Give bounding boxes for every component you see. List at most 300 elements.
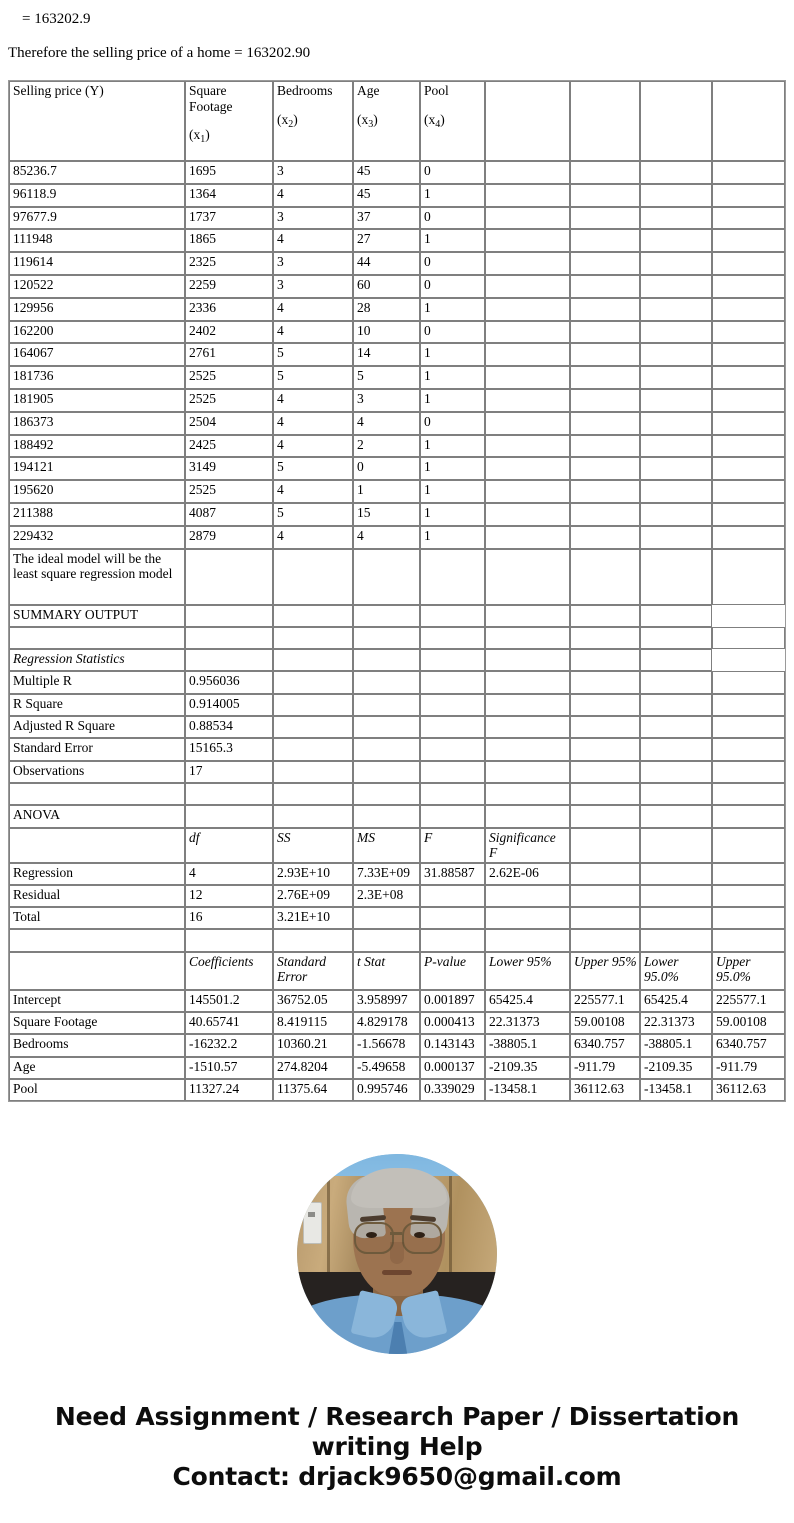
table-cell: Square Footage $(x_1)$: [185, 81, 273, 161]
table-cell-empty: [570, 321, 640, 344]
table-cell: 4: [185, 863, 273, 885]
table-cell-empty: [9, 783, 185, 805]
table-cell-empty: [273, 671, 353, 693]
regression-statistic-row: [9, 761, 785, 783]
table-cell: 85236.7: [9, 161, 185, 184]
table-cell: 22.31373: [640, 1012, 712, 1034]
table-cell: 2259: [185, 275, 273, 298]
regression-statistic-row: [9, 716, 785, 738]
data-row: [9, 480, 785, 503]
table-cell-empty: [420, 907, 485, 929]
table-cell-empty: [712, 229, 785, 252]
table-cell: F: [420, 828, 485, 863]
table-cell-empty: [570, 605, 640, 627]
table-cell-empty: [485, 161, 570, 184]
table-cell-empty: [712, 81, 785, 161]
table-cell: 2.3E+08: [353, 885, 420, 907]
table-cell: 0: [420, 252, 485, 275]
table-cell: 1: [420, 298, 485, 321]
table-cell: -13458.1: [485, 1079, 570, 1101]
table-cell: 16: [185, 907, 273, 929]
table-cell-empty: [640, 321, 712, 344]
table-cell-empty: [640, 716, 712, 738]
table-cell: 96118.9: [9, 184, 185, 207]
table-cell-empty: [712, 828, 785, 863]
table-cell-empty: [712, 929, 785, 951]
table-cell-empty: [712, 184, 785, 207]
table-cell: 274.8204: [273, 1057, 353, 1079]
table-cell: 229432: [9, 526, 185, 549]
table-cell-empty: [353, 783, 420, 805]
table-cell-empty: [712, 863, 785, 885]
table-cell: Pool: [9, 1079, 185, 1101]
table-cell: 2879: [185, 526, 273, 549]
table-cell: 1: [420, 343, 485, 366]
table-cell: Bedrooms $(x_2)$: [273, 81, 353, 161]
table-cell: Adjusted R Square: [9, 716, 185, 738]
table-cell-empty: [420, 783, 485, 805]
table-cell: 2.93E+10: [273, 863, 353, 885]
table-cell: -2109.35: [485, 1057, 570, 1079]
table-cell-empty: [570, 863, 640, 885]
table-cell-empty: [570, 885, 640, 907]
table-cell: 164067: [9, 343, 185, 366]
table-cell-empty: [570, 805, 640, 827]
table-cell-empty: [712, 738, 785, 760]
table-cell: ANOVA: [9, 805, 185, 827]
table-cell: Coefficients: [185, 952, 273, 990]
table-cell: 1865: [185, 229, 273, 252]
table-cell-empty: [712, 252, 785, 275]
table-cell: P-value: [420, 952, 485, 990]
table-cell-empty: [570, 761, 640, 783]
table-cell: 2.62E-06: [485, 863, 570, 885]
table-cell: 2525: [185, 480, 273, 503]
table-cell-empty: [570, 298, 640, 321]
computed-value-line: = 163202.9: [22, 11, 91, 27]
photo-wall-switch: [303, 1202, 322, 1244]
table-cell: 162200: [9, 321, 185, 344]
table-cell-empty: [353, 549, 420, 605]
avatar: [297, 1154, 497, 1354]
table-cell-empty: [570, 907, 640, 929]
data-row: [9, 343, 785, 366]
table-cell-empty: [712, 412, 785, 435]
table-cell: 225577.1: [570, 990, 640, 1012]
table-cell-empty: [485, 435, 570, 458]
table-cell: -5.49658: [353, 1057, 420, 1079]
table-cell: 15: [353, 503, 420, 526]
table-cell-empty: [485, 761, 570, 783]
table-cell: 3: [273, 275, 353, 298]
table-cell: 120522: [9, 275, 185, 298]
table-cell-empty: [640, 671, 712, 693]
table-cell: 4: [353, 412, 420, 435]
table-cell-empty: [185, 649, 273, 671]
cta-line-3: Contact: drjack9650@gmail.com: [172, 1462, 622, 1491]
table-cell: 8.419115: [273, 1012, 353, 1034]
table-cell: 194121: [9, 457, 185, 480]
table-cell: 37: [353, 207, 420, 230]
table-cell: 0.143143: [420, 1034, 485, 1056]
table-cell: Intercept: [9, 990, 185, 1012]
table-cell: 195620: [9, 480, 185, 503]
data-row: [9, 457, 785, 480]
table-cell-empty: [640, 649, 712, 671]
table-cell: 1: [420, 526, 485, 549]
table-cell: 1: [420, 229, 485, 252]
table-cell-empty: [712, 480, 785, 503]
table-cell: Significance F: [485, 828, 570, 863]
table-cell-empty: [353, 627, 420, 649]
table-cell: 45: [353, 161, 420, 184]
table-cell: 5: [273, 343, 353, 366]
photo-wall-seam-right: [449, 1176, 452, 1284]
table-cell: 188492: [9, 435, 185, 458]
table-cell-empty: [570, 229, 640, 252]
table-cell-empty: [485, 671, 570, 693]
table-cell-empty: [640, 503, 712, 526]
table-cell-empty: [712, 389, 785, 412]
table-cell: 4: [273, 389, 353, 412]
table-cell: 2325: [185, 252, 273, 275]
table-cell-empty: [640, 805, 712, 827]
table-cell: -911.79: [712, 1057, 785, 1079]
coefficient-row: [9, 1057, 785, 1079]
table-cell-empty: [640, 275, 712, 298]
table-cell-empty: [712, 321, 785, 344]
table-cell: 22.31373: [485, 1012, 570, 1034]
table-cell: 2525: [185, 366, 273, 389]
table-cell-empty: [420, 627, 485, 649]
table-cell-empty: [353, 716, 420, 738]
table-cell-empty: [570, 526, 640, 549]
table-cell-empty: [485, 929, 570, 951]
table-cell-empty: [273, 627, 353, 649]
table-cell-empty: [273, 761, 353, 783]
table-cell: 11327.24: [185, 1079, 273, 1101]
table-cell-empty: [570, 716, 640, 738]
cta-line-1: Need Assignment / Research Paper / Dissertation: [54, 1402, 740, 1431]
photo-nose: [390, 1242, 404, 1264]
table-cell-empty: [273, 929, 353, 951]
table-cell: 4: [273, 526, 353, 549]
table-cell-empty: [570, 549, 640, 605]
data-row: [9, 161, 785, 184]
table-cell-empty: [640, 184, 712, 207]
table-cell: 186373: [9, 412, 185, 435]
table-cell-empty: [185, 805, 273, 827]
table-cell-empty: [712, 671, 785, 693]
table-cell: 60: [353, 275, 420, 298]
table-cell: SS: [273, 828, 353, 863]
table-cell: 5: [353, 366, 420, 389]
table-cell-empty: [485, 907, 570, 929]
table-cell-empty: [420, 761, 485, 783]
table-cell-empty: [640, 761, 712, 783]
table-cell: Pool $(x_4)$: [420, 81, 485, 161]
table-cell: Regression Statistics: [9, 649, 185, 671]
data-row: [9, 229, 785, 252]
spacer-row: [9, 783, 785, 805]
table-cell: 5: [273, 503, 353, 526]
table-cell: 0.000413: [420, 1012, 485, 1034]
table-cell: 3149: [185, 457, 273, 480]
table-cell: 1: [420, 435, 485, 458]
anova-title-row: [9, 805, 785, 827]
anova-row: [9, 863, 785, 885]
table-cell-empty: [712, 343, 785, 366]
table-cell: 44: [353, 252, 420, 275]
table-cell-empty: [485, 207, 570, 230]
table-cell: Total: [9, 907, 185, 929]
table-cell: 6340.757: [570, 1034, 640, 1056]
spacer-row: [9, 929, 785, 951]
table-cell-empty: [712, 298, 785, 321]
coefficient-row: [9, 1034, 785, 1056]
table-cell-empty: [353, 649, 420, 671]
table-cell: 10360.21: [273, 1034, 353, 1056]
table-cell: Square Footage: [9, 1012, 185, 1034]
table-cell-empty: [485, 627, 570, 649]
table-cell: 59.00108: [570, 1012, 640, 1034]
table-cell-empty: [420, 738, 485, 760]
table-cell-empty: [420, 885, 485, 907]
table-cell-empty: [640, 412, 712, 435]
table-cell: 3.958997: [353, 990, 420, 1012]
table-cell-empty: [640, 526, 712, 549]
table-cell-empty: [485, 526, 570, 549]
table-cell-empty: [640, 81, 712, 161]
table-cell: SUMMARY OUTPUT: [9, 605, 185, 627]
regression-statistic-row: [9, 738, 785, 760]
table-cell-empty: [353, 761, 420, 783]
table-cell: 0: [353, 457, 420, 480]
table-cell: -13458.1: [640, 1079, 712, 1101]
anova-header-row: [9, 828, 785, 863]
table-cell: 2761: [185, 343, 273, 366]
table-cell-empty: [9, 929, 185, 951]
table-cell: 36112.63: [570, 1079, 640, 1101]
table-cell-empty: [570, 503, 640, 526]
table-cell-empty: [485, 480, 570, 503]
table-cell-empty: [640, 389, 712, 412]
table-cell-empty: [485, 805, 570, 827]
table-cell-empty: [640, 929, 712, 951]
table-cell-empty: [420, 549, 485, 605]
table-cell: 17: [185, 761, 273, 783]
anova-row: [9, 885, 785, 907]
table-cell-empty: [712, 526, 785, 549]
table-cell: 0: [420, 412, 485, 435]
table-cell-empty: [420, 716, 485, 738]
regression-statistic-row: [9, 671, 785, 693]
table-cell: 4: [273, 184, 353, 207]
table-cell-empty: [273, 716, 353, 738]
spacer-row: [9, 627, 785, 649]
table-cell-empty: [640, 738, 712, 760]
table-cell-empty: [712, 161, 785, 184]
table-cell: 10: [353, 321, 420, 344]
table-cell-empty: [485, 503, 570, 526]
table-cell: Age $(x_3)$: [353, 81, 420, 161]
table-cell-empty: [9, 828, 185, 863]
table-cell: Observations: [9, 761, 185, 783]
table-cell-empty: [570, 184, 640, 207]
table-cell: -1.56678: [353, 1034, 420, 1056]
table-cell-empty: [712, 885, 785, 907]
table-cell-empty: [9, 952, 185, 990]
table-cell-empty: [9, 627, 185, 649]
table-cell-empty: [570, 480, 640, 503]
table-cell-empty: [570, 366, 640, 389]
table-cell: 4: [273, 298, 353, 321]
table-cell: 0: [420, 207, 485, 230]
table-cell-empty: [570, 412, 640, 435]
table-cell-empty: [353, 929, 420, 951]
table-cell-empty: [353, 805, 420, 827]
table-cell: 0.914005: [185, 694, 273, 716]
table-cell-empty: [640, 694, 712, 716]
coefficient-row: [9, 990, 785, 1012]
table-cell-empty: [570, 207, 640, 230]
table-cell-empty: [570, 81, 640, 161]
table-cell: 97677.9: [9, 207, 185, 230]
table-cell-empty: [485, 549, 570, 605]
table-cell: 2525: [185, 389, 273, 412]
table-cell: 1: [420, 503, 485, 526]
table-cell: Bedrooms: [9, 1034, 185, 1056]
summary-output-row: [9, 605, 785, 627]
table-cell: 2336: [185, 298, 273, 321]
table-cell-empty: [353, 605, 420, 627]
cta-line-2: writing Help: [311, 1432, 483, 1461]
table-cell-empty: [353, 694, 420, 716]
table-cell-empty: [712, 783, 785, 805]
table-cell-empty: [420, 671, 485, 693]
photo-mouth: [382, 1270, 412, 1275]
table-cell: 7.33E+09: [353, 863, 420, 885]
table-cell-empty: [273, 783, 353, 805]
table-cell-empty: [185, 605, 273, 627]
data-row: [9, 184, 785, 207]
table-cell-empty: [712, 457, 785, 480]
table-cell-empty: [712, 503, 785, 526]
table-cell-empty: [712, 627, 785, 649]
table-cell: 111948: [9, 229, 185, 252]
table-cell-empty: [712, 549, 785, 605]
table-cell-empty: [640, 343, 712, 366]
table-cell: 3: [273, 252, 353, 275]
table-cell: MS: [353, 828, 420, 863]
photo-wall-seam-left: [327, 1176, 330, 1284]
table-cell: 211388: [9, 503, 185, 526]
table-cell: 28: [353, 298, 420, 321]
table-cell-empty: [640, 480, 712, 503]
table-cell-empty: [640, 783, 712, 805]
table-cell-empty: [570, 649, 640, 671]
regression-statistic-row: [9, 694, 785, 716]
table-cell-empty: [640, 161, 712, 184]
table-cell-empty: [485, 389, 570, 412]
eyeglasses-right-lens-icon: [402, 1222, 442, 1254]
table-cell: 27: [353, 229, 420, 252]
table-cell: 1364: [185, 184, 273, 207]
table-cell: 12: [185, 885, 273, 907]
table-cell-empty: [485, 321, 570, 344]
table-cell-empty: [640, 627, 712, 649]
table-cell-empty: [273, 649, 353, 671]
table-cell-empty: [485, 229, 570, 252]
table-cell: Standard Error: [273, 952, 353, 990]
data-row: [9, 298, 785, 321]
table-cell-empty: [640, 207, 712, 230]
table-cell-empty: [570, 828, 640, 863]
table-cell: 2504: [185, 412, 273, 435]
table-cell-empty: [640, 828, 712, 863]
table-cell-empty: [485, 738, 570, 760]
table-cell: 11375.64: [273, 1079, 353, 1101]
table-cell-empty: [570, 694, 640, 716]
eyeglasses-left-lens-icon: [354, 1222, 394, 1254]
table-cell: Regression: [9, 863, 185, 885]
table-cell: 3.21E+10: [273, 907, 353, 929]
table-cell-empty: [570, 783, 640, 805]
table-cell-empty: [273, 694, 353, 716]
table-cell: 4: [273, 229, 353, 252]
table-cell-empty: [353, 671, 420, 693]
table-cell: 1: [420, 480, 485, 503]
table-cell: 2.76E+09: [273, 885, 353, 907]
table-cell: 181736: [9, 366, 185, 389]
table-cell: 3: [353, 389, 420, 412]
data-row: [9, 503, 785, 526]
table-cell-empty: [640, 229, 712, 252]
data-row: [9, 435, 785, 458]
table-cell-empty: [640, 605, 712, 627]
table-cell-empty: [570, 343, 640, 366]
contact-cta-block: [0, 1402, 794, 1492]
table-cell-empty: [712, 435, 785, 458]
author-photo: [297, 1154, 497, 1354]
table-cell: 1: [420, 457, 485, 480]
table-cell: 1695: [185, 161, 273, 184]
table-cell: -38805.1: [485, 1034, 570, 1056]
table-cell: 1: [420, 184, 485, 207]
table-cell: R Square: [9, 694, 185, 716]
table-cell: Upper 95%: [570, 952, 640, 990]
table-cell: 45: [353, 184, 420, 207]
table-cell: 2402: [185, 321, 273, 344]
table-cell-empty: [485, 716, 570, 738]
coefficient-row: [9, 1079, 785, 1101]
table-cell-empty: [485, 885, 570, 907]
regression-statistics-title-row: [9, 649, 785, 671]
table-cell-empty: [273, 549, 353, 605]
table-cell: 119614: [9, 252, 185, 275]
table-cell-empty: [185, 627, 273, 649]
table-cell-empty: [485, 81, 570, 161]
table-cell-empty: [485, 412, 570, 435]
table-cell: 4087: [185, 503, 273, 526]
table-cell: 0.995746: [353, 1079, 420, 1101]
table-cell: -1510.57: [185, 1057, 273, 1079]
data-row: [9, 526, 785, 549]
table-cell-empty: [420, 649, 485, 671]
table-cell: Upper 95.0%: [712, 952, 785, 990]
table-cell-empty: [640, 885, 712, 907]
table-cell: 0.339029: [420, 1079, 485, 1101]
